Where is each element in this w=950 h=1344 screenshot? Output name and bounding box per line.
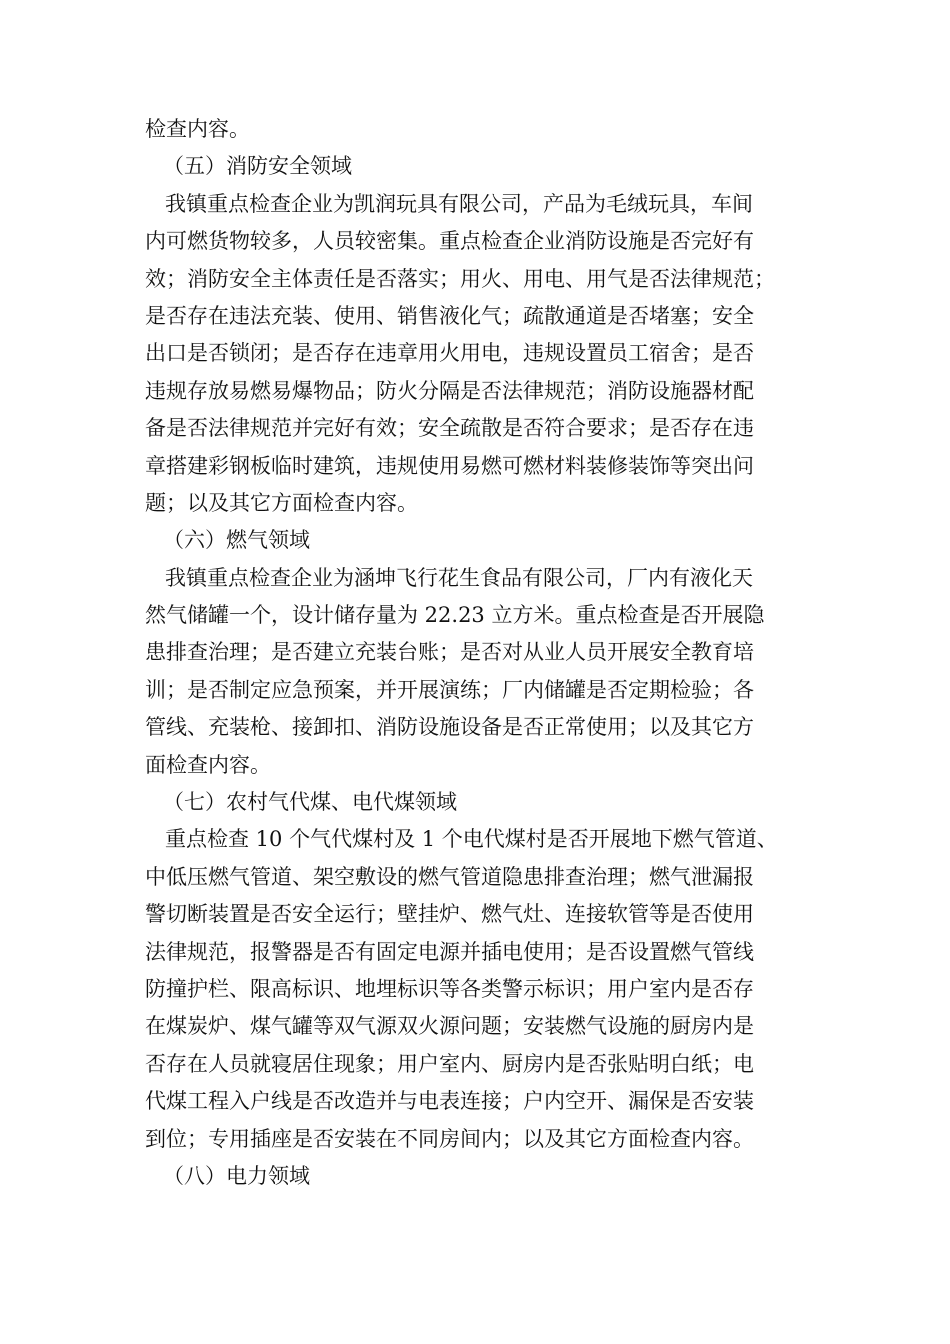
section-heading: （八）电力领域 bbox=[163, 1163, 310, 1188]
paragraph-line: 防撞护栏、限高标识、地埋标识等各类警示标识；用户室内是否存 bbox=[145, 976, 754, 1001]
section-heading: （七）农村气代煤、电代煤领域 bbox=[163, 790, 457, 815]
paragraph-line: 到位；专用插座是否安装在不同房间内；以及其它方面检查内容。 bbox=[145, 1126, 754, 1151]
section-heading: （六）燃气领域 bbox=[163, 528, 310, 553]
paragraph-line: 患排查治理；是否建立充装台账；是否对从业人员开展安全教育培 bbox=[145, 640, 754, 665]
paragraph-line: 否存在人员就寝居住现象；用户室内、厨房内是否张贴明白纸；电 bbox=[145, 1051, 754, 1076]
paragraph-line: 训；是否制定应急预案，并开展演练；厂内储罐是否定期检验；各 bbox=[145, 677, 754, 702]
paragraph-line: 代煤工程入户线是否改造并与电表连接；户内空开、漏保是否安装 bbox=[145, 1089, 754, 1114]
paragraph-line: 章搭建彩钢板临时建筑，违规使用易燃可燃材料装修装饰等突出问 bbox=[145, 453, 754, 478]
paragraph-line: 我镇重点检查企业为涵坤飞行花生食品有限公司，厂内有液化天 bbox=[165, 565, 753, 590]
paragraph-line: 重点检查 10 个气代煤村及 1 个电代煤村是否开展地下燃气管道、 bbox=[165, 827, 778, 852]
paragraph-line: 检查内容。 bbox=[145, 117, 250, 141]
paragraph-line: 管线、充装枪、接卸扣、消防设施设备是否正常使用；以及其它方 bbox=[145, 715, 754, 740]
paragraph-line: 备是否法律规范并完好有效；安全疏散是否符合要求；是否存在违 bbox=[145, 416, 754, 441]
paragraph-line: 违规存放易燃易爆物品；防火分隔是否法律规范；消防设施器材配 bbox=[145, 378, 754, 403]
paragraph-line: 面检查内容。 bbox=[145, 752, 271, 777]
document-body bbox=[145, 111, 813, 1195]
section-heading: （五）消防安全领域 bbox=[163, 154, 352, 179]
paragraph-line: 然气储罐一个，设计储存量为 22.23 立方米。重点检查是否开展隐 bbox=[145, 603, 765, 628]
paragraph-line: 题；以及其它方面检查内容。 bbox=[145, 490, 418, 515]
paragraph-line: 内可燃货物较多，人员较密集。重点检查企业消防设施是否完好有 bbox=[145, 229, 754, 254]
paragraph-line: 中低压燃气管道、架空敷设的燃气管道隐患排查治理；燃气泄漏报 bbox=[145, 864, 754, 889]
paragraph-line: 效；消防安全主体责任是否落实；用火、用电、用气是否法律规范； bbox=[145, 266, 775, 291]
paragraph-line: 是否存在违法充装、使用、销售液化气；疏散通道是否堵塞；安全 bbox=[145, 303, 754, 328]
paragraph-line: 在煤炭炉、煤气罐等双气源双火源问题；安装燃气设施的厨房内是 bbox=[145, 1014, 754, 1039]
paragraph-line: 警切断装置是否安全运行；壁挂炉、燃气灶、连接软管等是否使用 bbox=[145, 902, 754, 927]
paragraph-line: 我镇重点检查企业为凯润玩具有限公司，产品为毛绒玩具，车间 bbox=[165, 191, 753, 216]
paragraph-line: 法律规范，报警器是否有固定电源并插电使用；是否设置燃气管线 bbox=[145, 939, 754, 964]
paragraph-line: 出口是否锁闭；是否存在违章用火用电，违规设置员工宿舍；是否 bbox=[145, 341, 754, 366]
